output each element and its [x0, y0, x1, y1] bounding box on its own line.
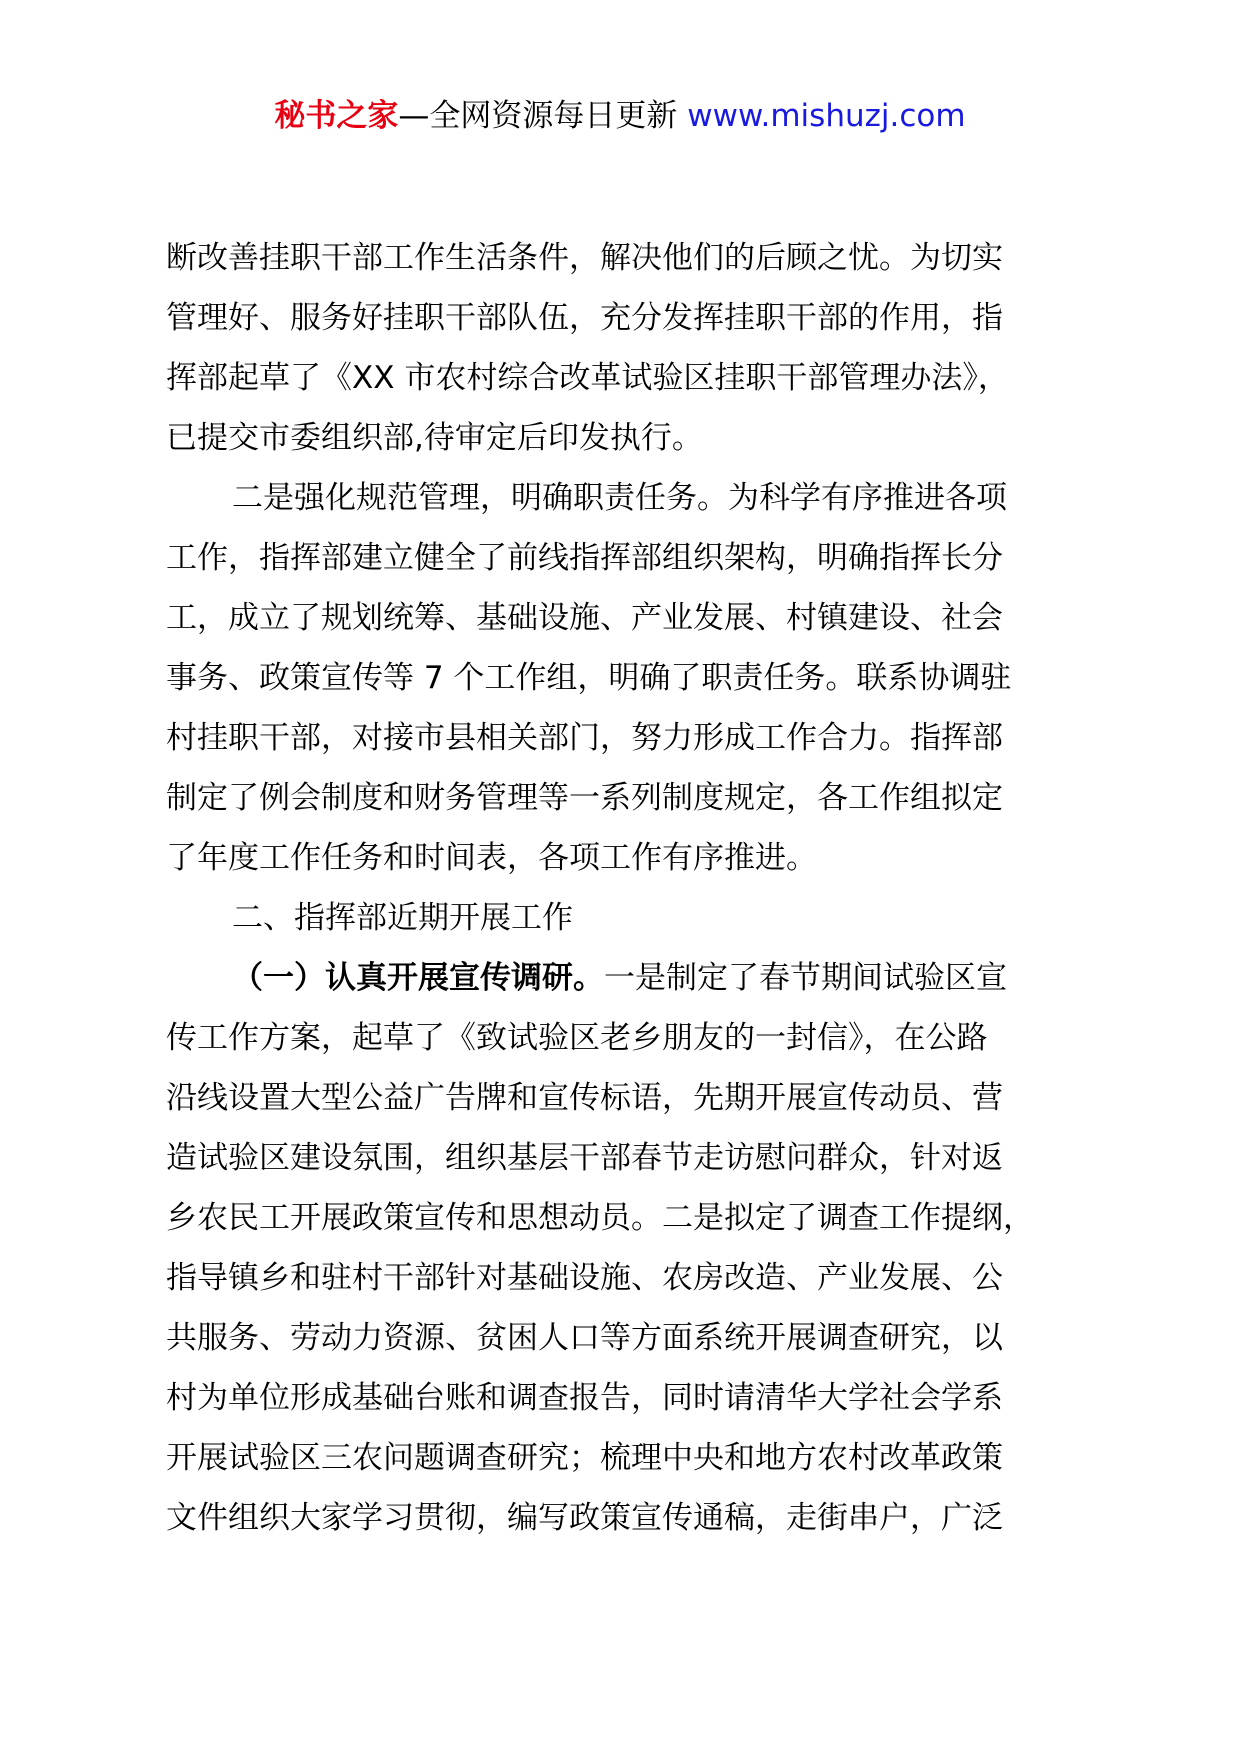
page-header: [0, 96, 1240, 136]
site-url-link[interactable]: www.mishuzj.com: [687, 98, 966, 134]
subsection-text: 一是制定了春节期间试验区宣: [604, 960, 1007, 996]
body-line: 村挂职干部，对接市县相关部门，努力形成工作合力。指挥部: [166, 720, 1003, 756]
body-line: 制定了例会制度和财务管理等一系列制度规定，各工作组拟定: [166, 780, 1003, 816]
body-line: 开展试验区三农问题调查研究；梳理中央和地方农村改革政策: [166, 1440, 1003, 1476]
body-line: 了年度工作任务和时间表，各项工作有序推进。: [166, 840, 817, 876]
body-line: 已提交市委组织部,待审定后印发执行。: [166, 420, 703, 456]
subsection-line: [166, 948, 1086, 1008]
body-line: 挥部起草了《XX 市农村综合改革试验区挂职干部管理办法》，: [166, 360, 1009, 396]
body-line: 造试验区建设氛围，组织基层干部春节走访慰问群众，针对返: [166, 1140, 1003, 1176]
body-line: 文件组织大家学习贯彻，编写政策宣传通稿，走街串户，广泛: [166, 1500, 1003, 1536]
site-brand: 秘书之家: [274, 98, 399, 134]
body-line: 共服务、劳动力资源、贫困人口等方面系统开展调查研究，以: [166, 1320, 1003, 1356]
body-line: 沿线设置大型公益广告牌和宣传标语，先期开展宣传动员、营: [166, 1080, 1003, 1116]
subsection-heading: （一）认真开展宣传调研。: [232, 960, 604, 996]
body-line: 村为单位形成基础台账和调查报告，同时请清华大学社会学系: [166, 1380, 1003, 1416]
body-line: 管理好、服务好挂职干部队伍，充分发挥挂职干部的作用，指: [166, 300, 1003, 336]
body-line: 工，成立了规划统筹、基础设施、产业发展、村镇建设、社会: [166, 600, 1003, 636]
site-tagline: —全网资源每日更新: [398, 98, 688, 134]
paragraph-start: 二是强化规范管理，明确职责任务。为科学有序推进各项: [232, 480, 1007, 516]
body-line: 事务、政策宣传等 7 个工作组，明确了职责任务。联系协调驻: [166, 660, 1012, 696]
section-heading: 二、指挥部近期开展工作: [232, 900, 573, 936]
body-line: 断改善挂职干部工作生活条件，解决他们的后顾之忧。为切实: [166, 240, 1003, 276]
body-line: 工作，指挥部建立健全了前线指挥部组织架构，明确指挥长分: [166, 540, 1003, 576]
body-line: 传工作方案，起草了《致试验区老乡朋友的一封信》，在公路: [166, 1020, 988, 1056]
document-body: [166, 228, 1086, 1548]
body-line: 乡农民工开展政策宣传和思想动员。二是拟定了调查工作提纲，: [166, 1200, 1034, 1236]
body-line: 指导镇乡和驻村干部针对基础设施、农房改造、产业发展、公: [166, 1260, 1003, 1296]
